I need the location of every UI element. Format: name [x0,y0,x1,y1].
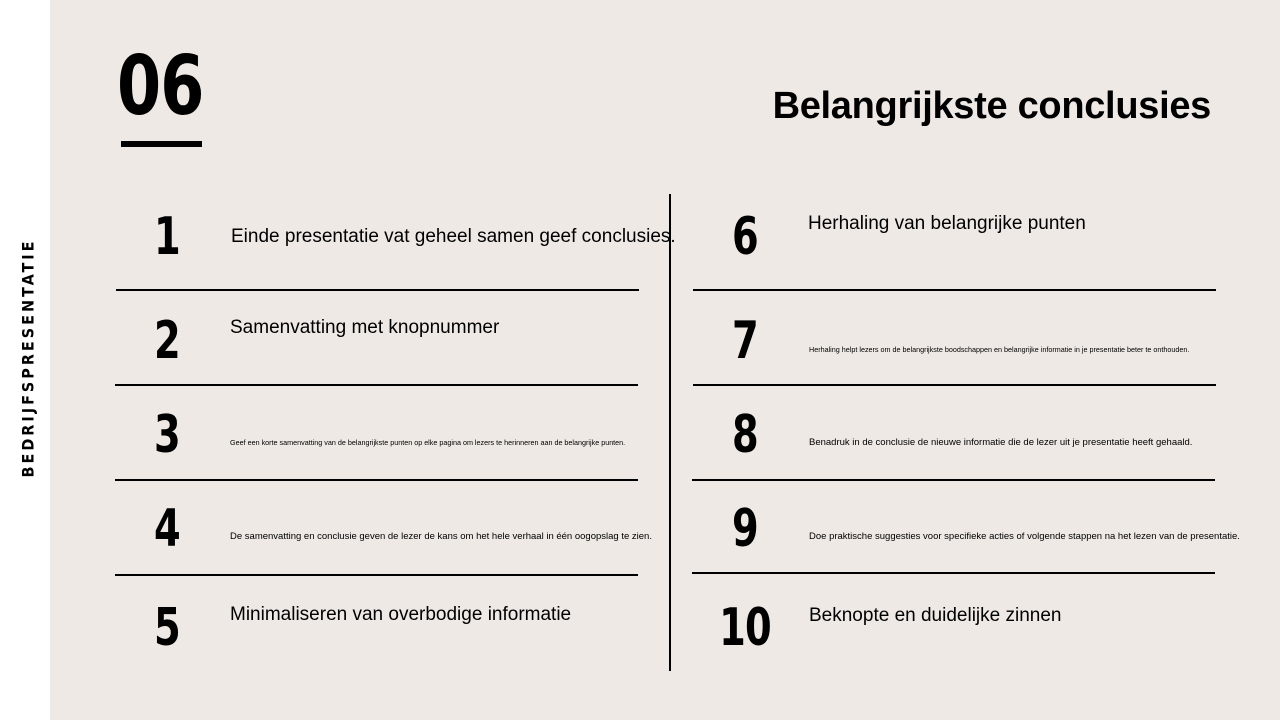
item-text: Herhaling van belangrijke punten [808,213,1086,234]
row-divider [693,384,1216,386]
item-number: 5 [154,598,180,658]
item-number: 8 [732,405,758,465]
item-text: Doe praktische suggesties voor specifieke acties of volgende stappen na het lezen van de presentatie. [809,531,1240,542]
item-text: Geef een korte samenvatting van de belangrijkste punten op elke pagina om lezers te herinneren aan de belangrijke punten. [230,438,626,447]
item-number: 7 [732,311,758,371]
row-divider [693,289,1216,291]
item-number: 3 [154,405,180,465]
item-text: Herhaling helpt lezers om de belangrijkste boodschappen en belangrijke informatie in je presentatie beter te onthouden. [809,345,1190,354]
item-text: Minimaliseren van overbodige informatie [230,604,572,625]
item-number: 1 [154,207,180,267]
item-text: Beknopte en duidelijke zinnen [809,605,1062,626]
row-divider [115,574,638,576]
item-number: 6 [732,207,758,267]
item-text: Samenvatting met knopnummer [230,317,500,338]
section-underline [121,141,202,147]
row-divider [115,384,638,386]
row-divider [692,572,1215,574]
item-text: Einde presentatie vat geheel samen geef conclusies. [231,226,676,247]
row-divider [115,479,638,481]
item-text: Benadruk in de conclusie de nieuwe informatie die de lezer uit je presentatie heeft gehaald. [809,437,1193,448]
item-number: 4 [154,499,180,559]
item-text: De samenvatting en conclusie geven de lezer de kans om het hele verhaal in één oogopslag te zien. [230,531,652,542]
side-strip [0,0,50,720]
item-number: 9 [732,499,758,559]
row-divider [116,289,639,291]
column-divider [669,194,671,671]
row-divider [692,479,1215,481]
side-label: BEDRIJFSPRESENTATIE [18,238,38,478]
page-title: Belangrijkste conclusies [772,85,1211,127]
item-number: 10 [719,598,771,658]
item-number: 2 [154,311,180,371]
section-number: 06 [117,39,204,134]
